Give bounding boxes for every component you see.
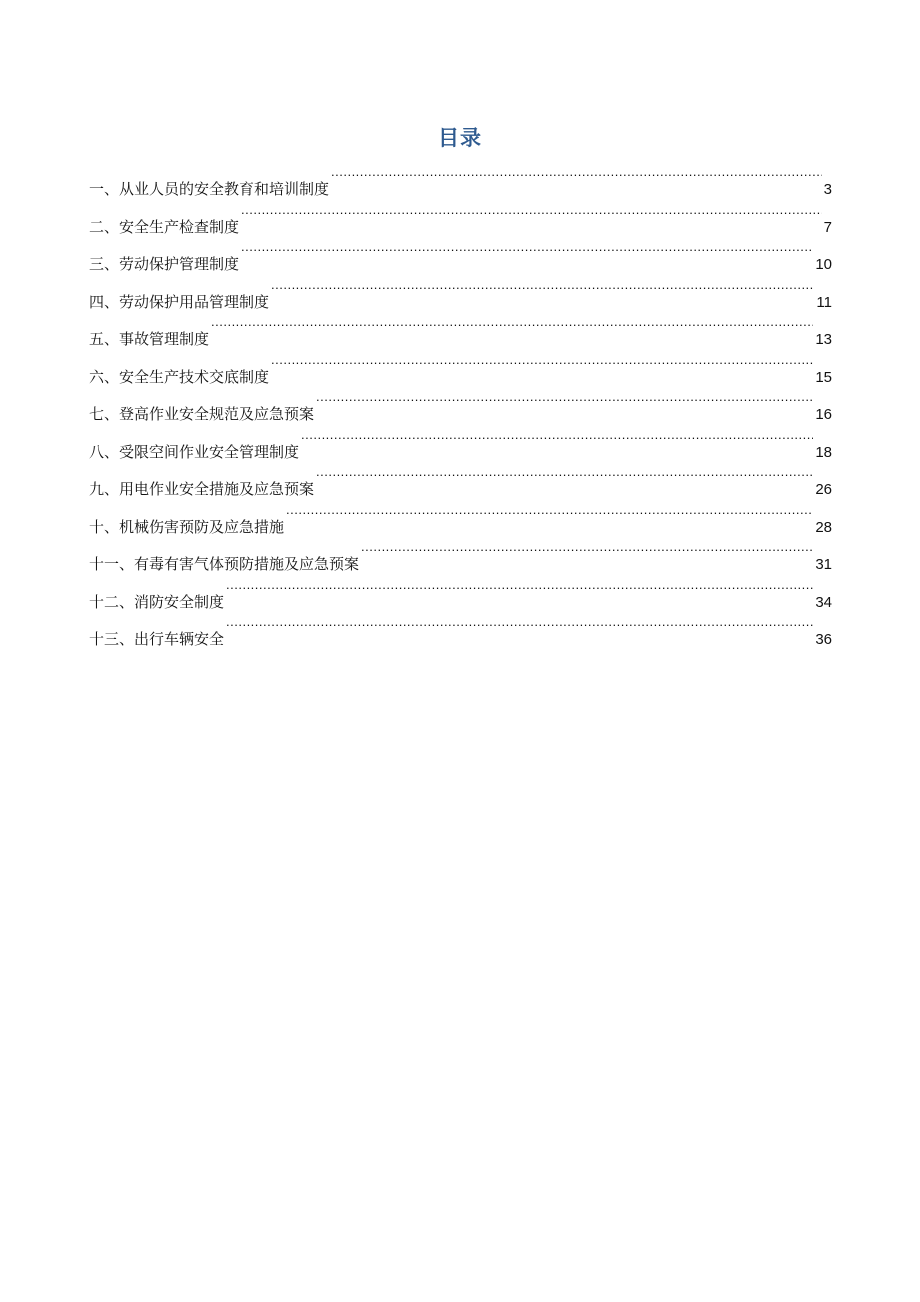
toc-dot-leader [316,462,813,494]
toc-dot-leader [301,425,813,457]
toc-entry-label: 六、安全生产技术交底制度 [89,367,270,386]
toc-entry[interactable] [89,462,832,500]
toc-dot-leader [226,575,813,607]
toc-entry-page-number: 3 [823,181,832,198]
toc-entry-label: 九、用电作业安全措施及应急预案 [89,480,315,498]
toc-entry-page-number: 34 [815,593,832,611]
toc-entry[interactable] [89,612,832,650]
toc-entry[interactable] [89,500,832,538]
toc-entry-page-number: 26 [815,481,832,498]
toc-entry-page-number: 13 [815,331,832,348]
toc-dot-leader [241,237,813,269]
toc-dot-leader [226,612,813,644]
toc-list [89,162,832,650]
toc-dot-leader [331,162,822,194]
toc-title: 目录 [438,126,482,150]
toc-entry-page-number: 11 [816,293,832,311]
toc-entry-label: 八、受限空间作业安全管理制度 [89,442,300,461]
toc-dot-leader [316,387,813,419]
toc-dot-leader [211,312,813,344]
toc-entry-label: 三、劳动保护管理制度 [89,255,240,273]
toc-entry-page-number: 28 [815,518,832,536]
toc-entry[interactable] [89,200,832,238]
toc-entry[interactable] [89,237,832,275]
toc-entry-page-number: 31 [815,556,832,573]
toc-entry-page-number: 18 [815,443,832,461]
toc-entry-label: 十一、有毒有害气体预防措施及应急预案 [89,555,360,573]
toc-entry-page-number: 10 [815,256,832,273]
toc-entry-label: 一、从业人员的安全教育和培训制度 [89,180,330,198]
toc-entry-label: 十、机械伤害预防及应急措施 [89,517,285,536]
toc-entry[interactable] [89,387,832,425]
toc-entry-label: 二、安全生产检查制度 [89,217,240,236]
toc-entry[interactable] [89,575,832,613]
toc-entry[interactable] [89,350,832,388]
toc-entry-page-number: 36 [815,631,832,648]
toc-entry[interactable] [89,275,832,313]
toc-entry[interactable] [89,537,832,575]
toc-entry-page-number: 16 [815,406,832,423]
toc-dot-leader [271,350,813,382]
toc-entry-label: 十三、出行车辆安全 [89,630,225,648]
toc-entry[interactable] [89,162,832,200]
toc-dot-leader [241,200,822,232]
toc-entry[interactable] [89,425,832,463]
toc-dot-leader [361,537,813,569]
toc-entry-page-number: 15 [815,368,832,386]
toc-dot-leader [271,275,814,307]
toc-entry-label: 五、事故管理制度 [89,330,210,348]
toc-entry-label: 十二、消防安全制度 [89,592,225,611]
toc-entry-page-number: 7 [823,218,832,236]
toc-entry[interactable] [89,312,832,350]
toc-entry-label: 四、劳动保护用品管理制度 [89,292,270,311]
toc-entry-label: 七、登高作业安全规范及应急预案 [89,405,315,423]
toc-dot-leader [286,500,813,532]
